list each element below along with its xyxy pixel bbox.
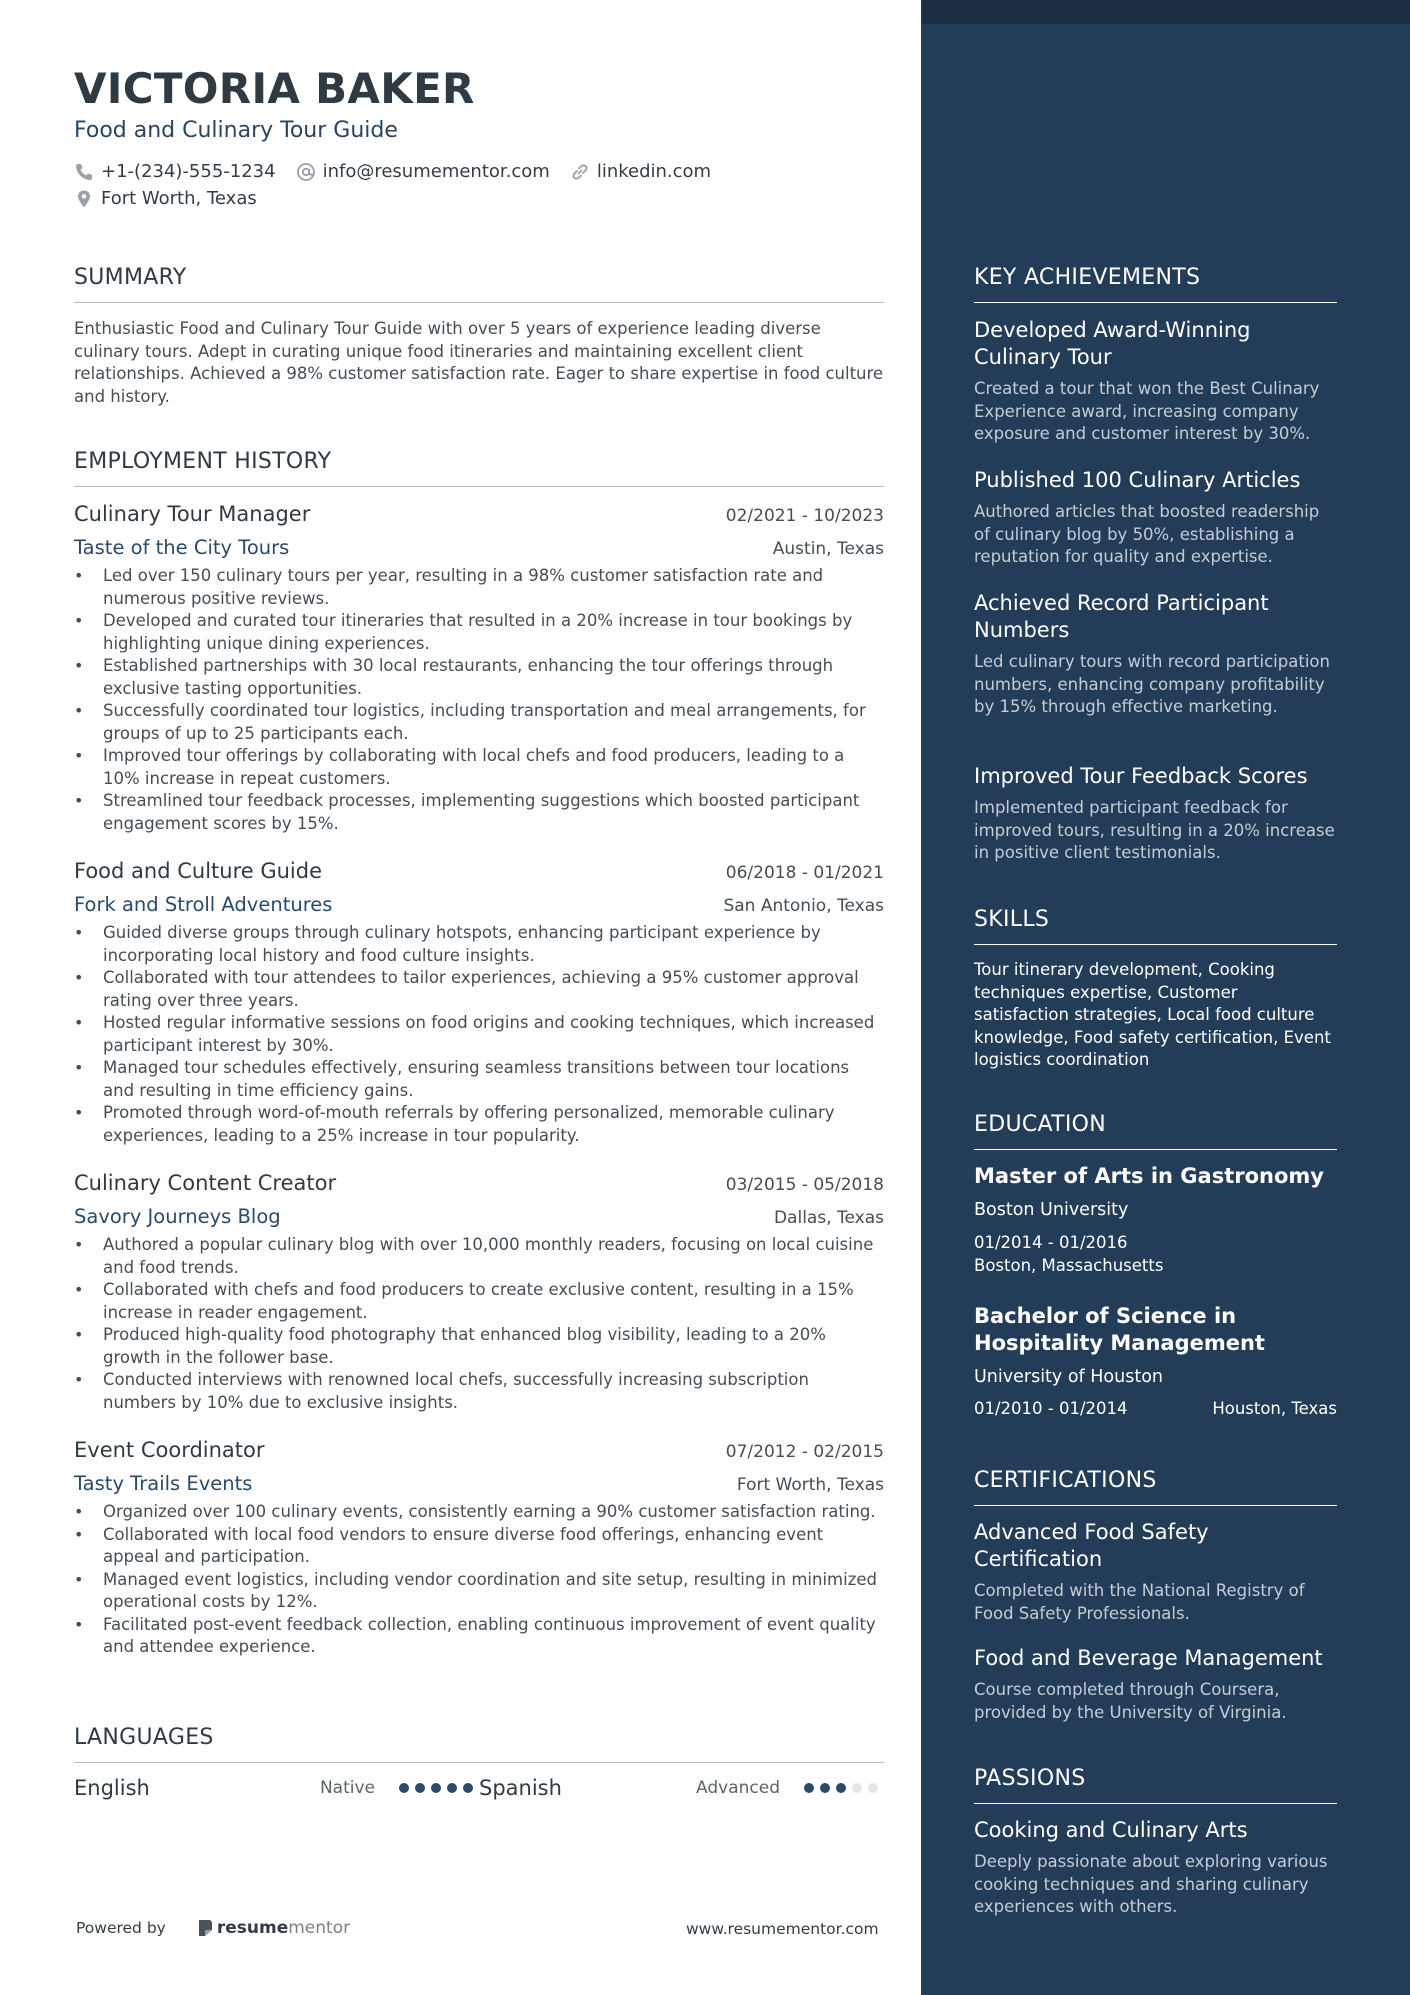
job-bullet: • Guided diverse groups through culinary hotspots, enhancing participant experience by incorporating local history and food culture insights. <box>74 922 884 967</box>
job-bullet: • Managed event logistics, including vendor coordination and site setup, resulting in minimized operational costs by 12%. <box>74 1569 884 1614</box>
education-degree: Bachelor of Science in Hospitality Management <box>974 1304 1265 1355</box>
summary-text: Enthusiastic Food and Culinary Tour Guide with over 5 years of experience leading diverse culinary tours. Adept in curating unique food itineraries and maintaining excellent client relationships. Achieved a 98% customer satisfaction rate. Eager to share expertise in food culture and history. <box>74 319 884 406</box>
job-role: Culinary Content Creator <box>74 1171 337 1195</box>
job-entry <box>74 1438 884 1659</box>
achievement-item <box>974 467 1337 569</box>
linkedin-text[interactable]: linkedin.com <box>596 161 712 182</box>
job-bullet: • Collaborated with local food vendors to ensure diverse food offerings, enhancing event appeal and participation. <box>74 1524 884 1569</box>
summary-heading: SUMMARY <box>74 265 884 303</box>
job-bullet: • Conducted interviews with renowned local chefs, successfully increasing subscription numbers by 10% due to exclusive insights. <box>74 1369 884 1414</box>
rating-dot-filled <box>463 1783 473 1793</box>
achievement-item <box>974 590 1337 719</box>
job-location: San Antonio, Texas <box>723 896 884 916</box>
certification-desc: Completed with the National Registry of Food Safety Professionals. <box>974 1581 1305 1623</box>
sidebar-top-bar <box>921 0 1410 24</box>
footer-powered-by <box>76 1918 350 1938</box>
job-entry <box>74 1171 884 1414</box>
resumementor-logo-icon <box>196 1918 214 1938</box>
rating-dot-filled <box>804 1783 814 1793</box>
rating-dot-filled <box>836 1783 846 1793</box>
job-dates: 07/2012 - 02/2015 <box>725 1442 884 1462</box>
contact-linkedin[interactable] <box>570 161 711 182</box>
achievement-title: Published 100 Culinary Articles <box>974 468 1301 492</box>
location-text: Fort Worth, Texas <box>101 188 257 209</box>
job-bullet: • Streamlined tour feedback processes, implementing suggestions which boosted participant engagement scores by 15%. <box>74 790 884 835</box>
achievement-desc: Created a tour that won the Best Culinary Experience award, increasing company exposure and customer interest by 30%. <box>974 379 1320 443</box>
achievement-item <box>974 763 1337 865</box>
achievement-title: Developed Award-Winning Culinary Tour <box>974 318 1251 369</box>
job-dates: 02/2021 - 10/2023 <box>725 506 884 526</box>
job-entry <box>74 502 884 835</box>
brand-logo[interactable] <box>196 1918 350 1938</box>
job-role: Culinary Tour Manager <box>74 502 311 526</box>
job-bullet: • Hosted regular informative sessions on food origins and cooking techniques, which increased participant interest by 30%. <box>74 1012 884 1057</box>
job-bullet: • Collaborated with tour attendees to tailor experiences, achieving a 95% customer approval rating over three years. <box>74 967 884 1012</box>
at-sign-icon <box>296 162 316 182</box>
certification-desc: Course completed through Coursera, provided by the University of Virginia. <box>974 1680 1287 1722</box>
job-bullet: • Facilitated post-event feedback collection, enabling continuous improvement of event quality and attendee experience. <box>74 1614 884 1659</box>
job-role: Event Coordinator <box>74 1438 265 1462</box>
achievement-desc: Authored articles that boosted readership of culinary blog by 50%, establishing a reputation for quality and expertise. <box>974 502 1320 566</box>
job-bullet: • Produced high-quality food photography that enhanced blog visibility, leading to a 20% growth in the follower base. <box>74 1324 884 1369</box>
location-row <box>74 188 277 209</box>
contact-phone <box>74 161 276 182</box>
rating-dot-filled <box>820 1783 830 1793</box>
certification-title: Food and Beverage Management <box>974 1646 1323 1670</box>
sidebar <box>921 0 1410 1995</box>
passion-desc: Deeply passionate about exploring various cooking techniques and sharing culinary experiences with others. <box>974 1852 1328 1916</box>
job-company: Taste of the City Tours <box>74 536 290 559</box>
education-item <box>974 1163 1337 1277</box>
powered-by-label: Powered by <box>76 1919 166 1937</box>
brand-light: mentor <box>288 1918 351 1938</box>
job-company: Fork and Stroll Adventures <box>74 893 333 916</box>
job-bullets <box>74 1501 884 1659</box>
phone-icon <box>74 162 94 182</box>
rating-dot-filled <box>399 1783 409 1793</box>
language-item <box>479 1776 884 1800</box>
education-location: Houston, Texas <box>1212 1399 1337 1418</box>
education-dates: 01/2014 - 01/2016 <box>974 1233 1128 1252</box>
education-heading: EDUCATION <box>974 1112 1337 1150</box>
skills-text: Tour itinerary development, Cooking techniques expertise, Customer satisfaction strategies, Local food culture knowledge, Food safety certification, Event logistics coordination <box>974 960 1331 1069</box>
link-icon <box>570 162 590 182</box>
job-bullets <box>74 565 884 835</box>
job-bullet: • Led over 150 culinary tours per year, resulting in a 98% customer satisfaction rate and numerous positive reviews. <box>74 565 884 610</box>
candidate-name: VICTORIA BAKER <box>74 64 475 113</box>
job-location: Fort Worth, Texas <box>736 1475 884 1495</box>
contact-location <box>74 188 257 209</box>
language-item <box>74 1776 479 1800</box>
job-bullet: • Collaborated with chefs and food producers to create exclusive content, resulting in a 15% increase in reader engagement. <box>74 1279 884 1324</box>
job-company: Savory Journeys Blog <box>74 1205 281 1228</box>
job-bullet: • Improved tour offerings by collaborating with local chefs and food producers, leading to a 10% increase in repeat customers. <box>74 745 884 790</box>
job-bullet: • Developed and curated tour itineraries that resulted in a 20% increase in tour bookings by highlighting unique dining experiences. <box>74 610 884 655</box>
language-level: Advanced <box>696 1778 780 1798</box>
passion-title: Cooking and Culinary Arts <box>974 1818 1248 1842</box>
education-school: Boston University <box>974 1200 1129 1220</box>
certification-item <box>974 1519 1337 1625</box>
language-rating <box>399 1783 479 1793</box>
phone-text: +1-(234)-555-1234 <box>101 161 276 182</box>
job-dates: 03/2015 - 05/2018 <box>725 1175 884 1195</box>
job-bullet: • Managed tour schedules effectively, ensuring seamless transitions between tour locations and resulting in time efficiency gains. <box>74 1057 884 1102</box>
contact-row <box>74 161 731 182</box>
job-dates: 06/2018 - 01/2021 <box>725 863 884 883</box>
job-role: Food and Culture Guide <box>74 859 323 883</box>
achievement-title: Achieved Record Participant Numbers <box>974 591 1269 642</box>
rating-dot-empty <box>868 1783 878 1793</box>
rating-dot-empty <box>852 1783 862 1793</box>
languages-list <box>74 1776 884 1800</box>
achievement-title: Improved Tour Feedback Scores <box>974 764 1308 788</box>
rating-dot-filled <box>447 1783 457 1793</box>
education-degree: Master of Arts in Gastronomy <box>974 1164 1324 1188</box>
language-name: English <box>74 1776 150 1800</box>
footer-website[interactable]: www.resumementor.com <box>686 1920 879 1938</box>
job-bullets <box>74 922 884 1147</box>
achievement-desc: Implemented participant feedback for improved tours, resulting in a 20% increase in positive client testimonials. <box>974 798 1335 862</box>
job-company: Tasty Trails Events <box>74 1472 253 1495</box>
certification-item <box>974 1645 1337 1724</box>
brand-bold: resume <box>216 1918 289 1938</box>
language-rating <box>804 1783 884 1793</box>
job-bullet: • Organized over 100 culinary events, consistently earning a 90% customer satisfaction rating. <box>74 1501 884 1524</box>
passions-heading: PASSIONS <box>974 1766 1337 1804</box>
job-location: Dallas, Texas <box>773 1208 884 1228</box>
language-name: Spanish <box>479 1776 562 1800</box>
job-title: Food and Culinary Tour Guide <box>74 118 398 143</box>
languages-heading: LANGUAGES <box>74 1725 884 1763</box>
job-bullets <box>74 1234 884 1414</box>
skills-heading: SKILLS <box>974 907 1337 945</box>
job-location: Austin, Texas <box>772 539 884 559</box>
language-level: Native <box>319 1778 375 1798</box>
skills-block <box>974 959 1337 1072</box>
education-school: University of Houston <box>974 1367 1164 1387</box>
job-entry <box>74 859 884 1147</box>
rating-dot-filled <box>415 1783 425 1793</box>
job-bullet: • Promoted through word-of-mouth referrals by offering personalized, memorable culinary experiences, leading to a 25% increase in tour popularity. <box>74 1102 884 1147</box>
job-bullet: • Successfully coordinated tour logistics, including transportation and meal arrangements, for groups of up to 25 participants each. <box>74 700 884 745</box>
achievement-desc: Led culinary tours with record participation numbers, enhancing company profitability by 15% through effective marketing. <box>974 652 1330 716</box>
rating-dot-filled <box>431 1783 441 1793</box>
education-meta <box>974 1399 1337 1418</box>
education-location: Boston, Massachusetts <box>974 1255 1164 1275</box>
job-bullet: • Established partnerships with 30 local restaurants, enhancing the tour offerings through exclusive tasting opportunities. <box>74 655 884 700</box>
employment-heading: EMPLOYMENT HISTORY <box>74 449 884 487</box>
map-pin-icon <box>74 189 94 209</box>
achievement-item <box>974 317 1337 446</box>
certification-title: Advanced Food Safety Certification <box>974 1520 1209 1571</box>
education-dates: 01/2010 - 01/2014 <box>974 1399 1128 1418</box>
achievements-heading: KEY ACHIEVEMENTS <box>974 265 1337 303</box>
job-bullet: • Authored a popular culinary blog with over 10,000 monthly readers, focusing on local cuisine and food trends. <box>74 1234 884 1279</box>
certifications-heading: CERTIFICATIONS <box>974 1468 1337 1506</box>
email-text[interactable]: info@resumementor.com <box>322 161 550 182</box>
education-item <box>974 1303 1337 1418</box>
contact-email[interactable] <box>296 161 550 182</box>
passion-item <box>974 1817 1337 1919</box>
